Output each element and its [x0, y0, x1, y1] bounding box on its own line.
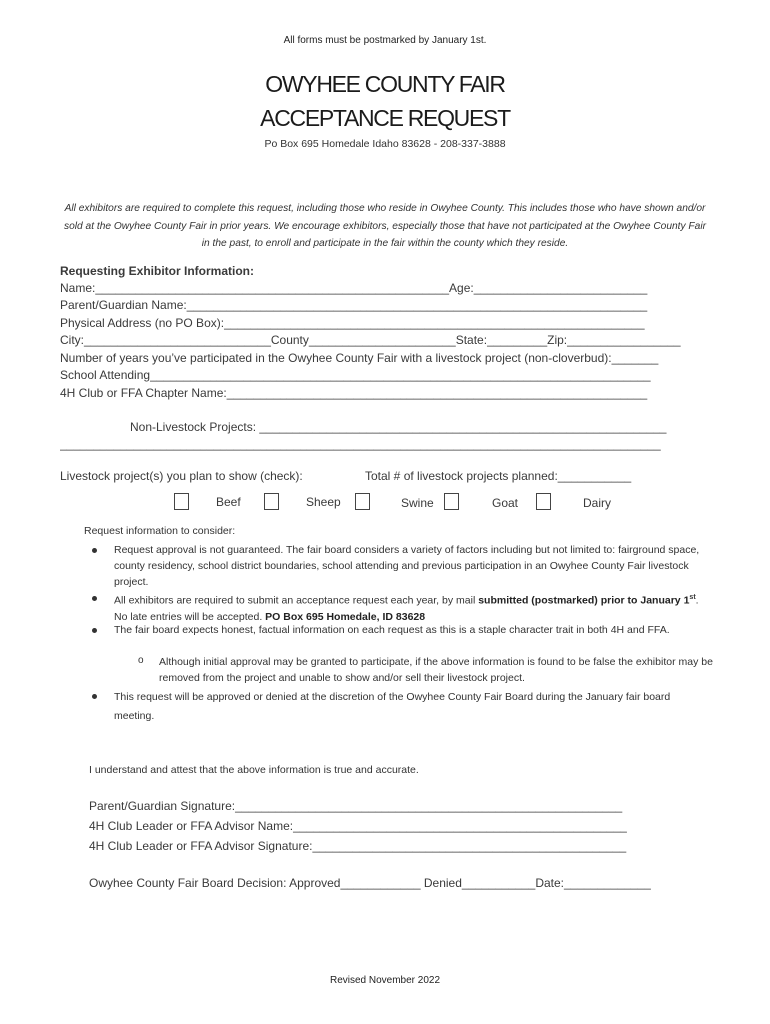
- dairy-label: Dairy: [583, 496, 612, 510]
- deadline-text-a: All exhibitors are required to submit an acceptance request each year, by mail: [114, 594, 476, 607]
- leader-signature-field[interactable]: 4H Club Leader or FFA Advisor Signature:_______________________________________________: [89, 839, 627, 853]
- parent-name-field[interactable]: Parent/Guardian Name:_____________________________________________________________________: [60, 298, 648, 312]
- deadline-text-b: submitted (postmarked) prior to January 1: [478, 594, 690, 607]
- postmark-note: All forms must be postmarked by January 1st.: [283, 35, 487, 46]
- deadline-text-c: . No late entries will be accepted.: [114, 594, 699, 623]
- request-info-item: This request will be approved or denied at the discretion of the Owyhee County Fair Board during the January fair board meeting.: [114, 691, 671, 722]
- city-county-state-zip-field[interactable]: City:____________________________County______________________State:_________Zip:_________________: [60, 333, 681, 347]
- revision-note: Revised November 2022: [329, 975, 441, 986]
- club-chapter-field[interactable]: 4H Club or FFA Chapter Name:_______________________________________________________________: [60, 386, 648, 400]
- swine-checkbox[interactable]: [355, 493, 370, 510]
- sub-bullet-marker: o: [138, 655, 144, 666]
- swine-label: Swine: [401, 496, 434, 510]
- bullet-dot: [92, 596, 97, 601]
- dairy-checkbox[interactable]: [536, 493, 551, 510]
- bullet-dot: [92, 548, 97, 553]
- name-age-field[interactable]: Name:_____________________________________________________Age:__________________________: [60, 281, 648, 295]
- exhibitor-section-heading: Requesting Exhibitor Information:: [60, 264, 254, 278]
- board-decision-field[interactable]: Owyhee County Fair Board Decision: Approved____________ Denied___________Date:_____________: [89, 876, 651, 890]
- bullet-dot: [92, 628, 97, 633]
- sheep-label: Sheep: [306, 495, 341, 509]
- sheep-checkbox[interactable]: [264, 493, 279, 510]
- school-field[interactable]: School Attending___________________________________________________________________________: [60, 368, 651, 382]
- non-livestock-projects-field[interactable]: Non-Livestock Projects: _____________________________________________________________: [130, 420, 667, 434]
- mailing-address: PO Box 695 Homedale, ID 83628: [265, 610, 426, 623]
- goat-label: Goat: [492, 496, 519, 510]
- livestock-plan-label: Livestock project(s) you plan to show (check):: [60, 469, 303, 483]
- attestation-text: I understand and attest that the above information is true and accurate.: [89, 764, 419, 776]
- fair-address: Po Box 695 Homedale Idaho 83628 - 208-337-3888: [264, 138, 506, 150]
- request-info-item: The fair board expects honest, factual information on each request as this is a staple character trait in both 4H and FFA.: [114, 624, 670, 636]
- intro-paragraph: All exhibitors are required to complete this request, including those who reside in Owyhee County. This includes those who have shown and/or sold at the Owyhee County Fair in prior years. We encourage exhibitors, especially those that have not participated at the Owyhee County Fair in the past, to enroll and participate in the fair within the county which they reside.: [64, 203, 706, 249]
- bullet-dot: [92, 694, 97, 699]
- years-participated-field[interactable]: Number of years you’ve participated in the Owyhee County Fair with a livestock project (non-cloverbud):_______: [60, 351, 659, 365]
- request-info-item-deadline: [114, 590, 704, 625]
- parent-signature-field[interactable]: Parent/Guardian Signature:__________________________________________________________: [89, 799, 623, 813]
- beef-checkbox[interactable]: [174, 493, 189, 510]
- request-info-heading: Request information to consider:: [84, 525, 236, 537]
- form-title-line2: ACCEPTANCE REQUEST: [260, 105, 510, 131]
- request-info-item: Request approval is not guaranteed. The fair board considers a variety of factors including but not limited to: fairground space, county residency, school district boundaries, school attending and previous participation in an Owyhee County Fair livestock project.: [114, 544, 700, 588]
- goat-checkbox[interactable]: [444, 493, 459, 510]
- beef-label: Beef: [216, 495, 241, 509]
- physical-address-field[interactable]: Physical Address (no PO Box):_______________________________________________________________: [60, 316, 645, 330]
- non-livestock-extra-line[interactable]: __________________________________________________________________________________________: [60, 437, 661, 451]
- total-livestock-field[interactable]: Total # of livestock projects planned:___________: [365, 469, 632, 483]
- leader-name-field[interactable]: 4H Club Leader or FFA Advisor Name:__________________________________________________: [89, 819, 627, 833]
- form-title-line1: OWYHEE COUNTY FAIR: [265, 71, 505, 97]
- request-info-subitem: Although initial approval may be granted to participate, if the above information is found to be false the exhibitor may be removed from the project and unable to show and/or sell their livestock project.: [159, 656, 713, 684]
- deadline-sup: st: [689, 594, 696, 601]
